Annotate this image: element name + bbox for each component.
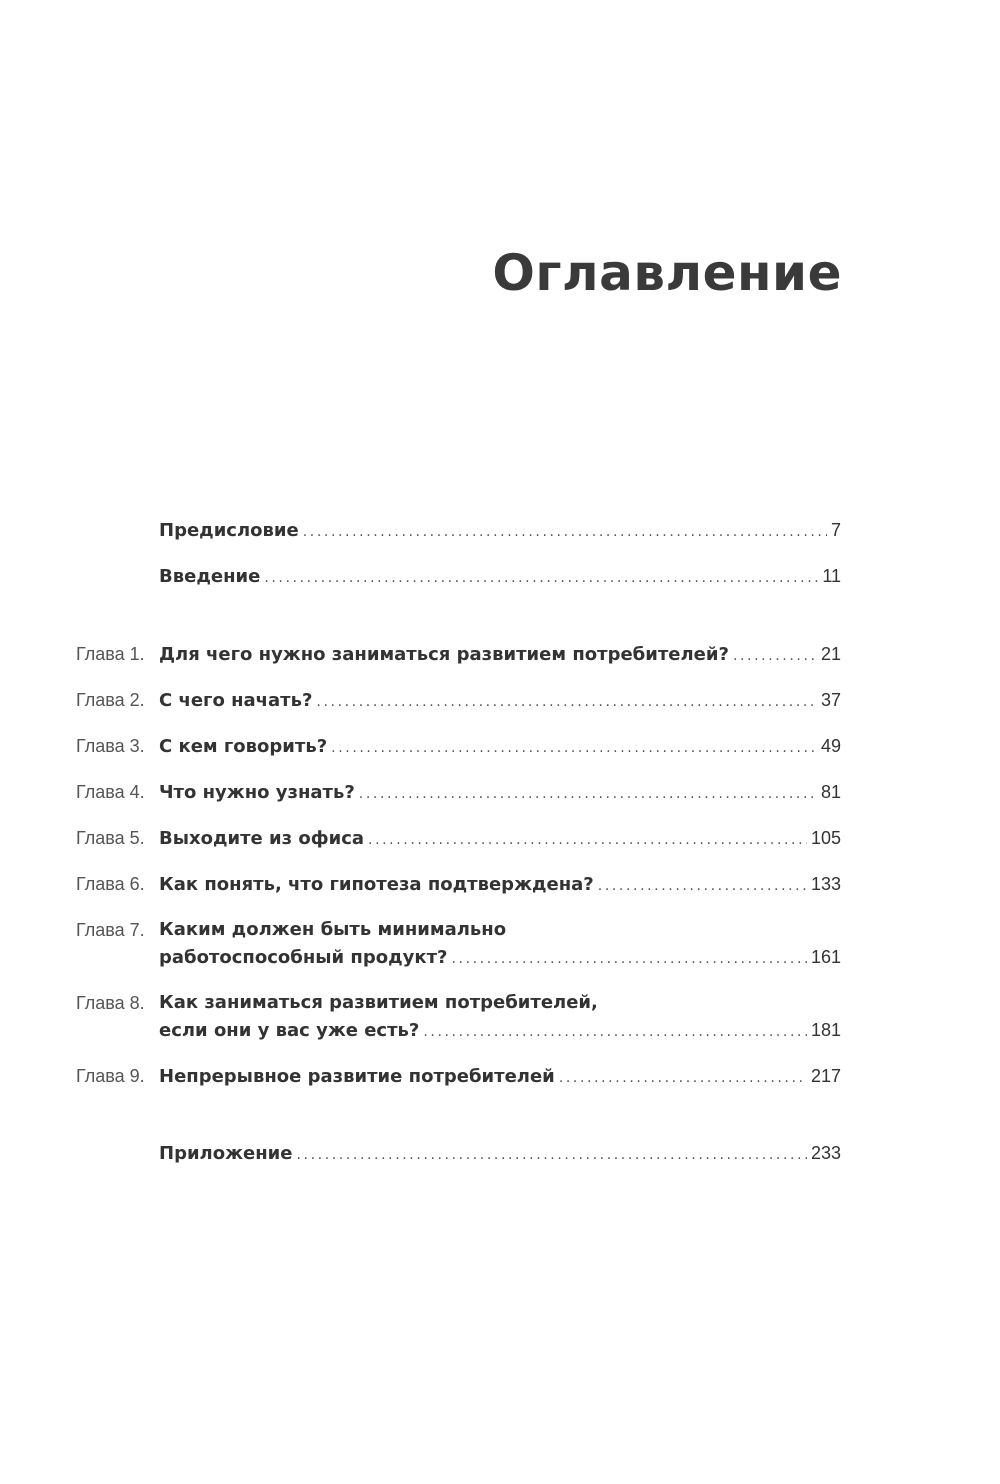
toc-page-number: 81: [820, 782, 841, 802]
toc-page-number: 161: [810, 947, 841, 967]
toc-entry-label: Предисловие: [159, 520, 299, 541]
toc-entry-label: Непрерывное развитие потребителей: [159, 1066, 555, 1087]
toc-entry-chapter-7: [0, 917, 1000, 943]
toc-entry-chapter-4: [0, 779, 1000, 805]
dot-leader: [264, 565, 818, 591]
toc-page-number: 105: [810, 828, 841, 848]
chapter-prefix: Глава 9.: [76, 1066, 145, 1086]
toc-entry-appendix: [0, 1140, 1000, 1166]
chapter-prefix: Глава 1.: [76, 644, 145, 664]
toc-entry-chapter-8: [0, 990, 1000, 1016]
toc-entry-label: Приложение: [159, 1143, 293, 1164]
toc-entry-chapter-2: [0, 687, 1000, 713]
toc-entry-preface: [0, 517, 1000, 543]
toc-page-number: 21: [820, 644, 841, 664]
toc-page-number: 11: [822, 566, 841, 586]
toc-page-number: 49: [820, 736, 841, 756]
dot-leader: [451, 946, 806, 972]
page-title: Оглавление: [492, 244, 842, 302]
dot-leader: [368, 827, 807, 853]
dot-leader: [359, 781, 817, 807]
toc-entry-chapter-5: [0, 825, 1000, 851]
toc-entry-label: Что нужно узнать?: [159, 782, 355, 803]
chapter-prefix: Глава 3.: [76, 736, 145, 756]
toc-page-number: 217: [810, 1066, 841, 1086]
toc-entry-label: С кем говорить?: [159, 736, 328, 757]
toc-page-number: 233: [810, 1143, 841, 1163]
dot-leader: [297, 1142, 807, 1168]
chapter-prefix: Глава 4.: [76, 782, 145, 802]
dot-leader: [598, 873, 807, 899]
toc-entry-label: Для чего нужно заниматься развитием потребителей?: [159, 644, 729, 665]
chapter-prefix: Глава 7.: [76, 920, 145, 940]
toc-entry-chapter-3: [0, 733, 1000, 759]
toc-entry-label-line-2: если они у вас уже есть?: [159, 1020, 420, 1041]
toc-entry-label-line-1: Каким должен быть минимально: [159, 919, 507, 940]
toc-page-number: 133: [810, 874, 841, 894]
toc-entry-label-line-2: работоспособный продукт?: [159, 947, 448, 968]
dot-leader: [423, 1019, 807, 1045]
toc-entry-label: Выходите из офиса: [159, 828, 365, 849]
toc-entry-chapter-9: [0, 1063, 1000, 1089]
dot-leader: [331, 735, 817, 761]
toc-entry-label: С чего начать?: [159, 690, 313, 711]
dot-leader: [559, 1065, 807, 1091]
chapter-prefix: Глава 2.: [76, 690, 145, 710]
toc-entry-chapter-6: [0, 871, 1000, 897]
chapter-prefix: Глава 5.: [76, 828, 145, 848]
dot-leader: [303, 519, 827, 545]
toc-entry-introduction: [0, 563, 1000, 589]
chapter-prefix: Глава 6.: [76, 874, 145, 894]
toc-entry-label: Введение: [159, 566, 261, 587]
toc-entry-chapter-1: [0, 641, 1000, 667]
toc-page-number: 37: [820, 690, 841, 710]
dot-leader: [316, 689, 817, 715]
toc-entry-label: Как понять, что гипотеза подтверждена?: [159, 874, 594, 895]
toc-page-number: 7: [830, 520, 841, 540]
toc-entry-chapter-7-continued: [0, 944, 1000, 970]
dot-leader: [733, 643, 817, 669]
chapter-prefix: Глава 8.: [76, 993, 145, 1013]
toc-entry-label-line-1: Как заниматься развитием потребителей,: [159, 992, 598, 1013]
toc-page-number: 181: [810, 1020, 841, 1040]
toc-entry-chapter-8-continued: [0, 1017, 1000, 1043]
